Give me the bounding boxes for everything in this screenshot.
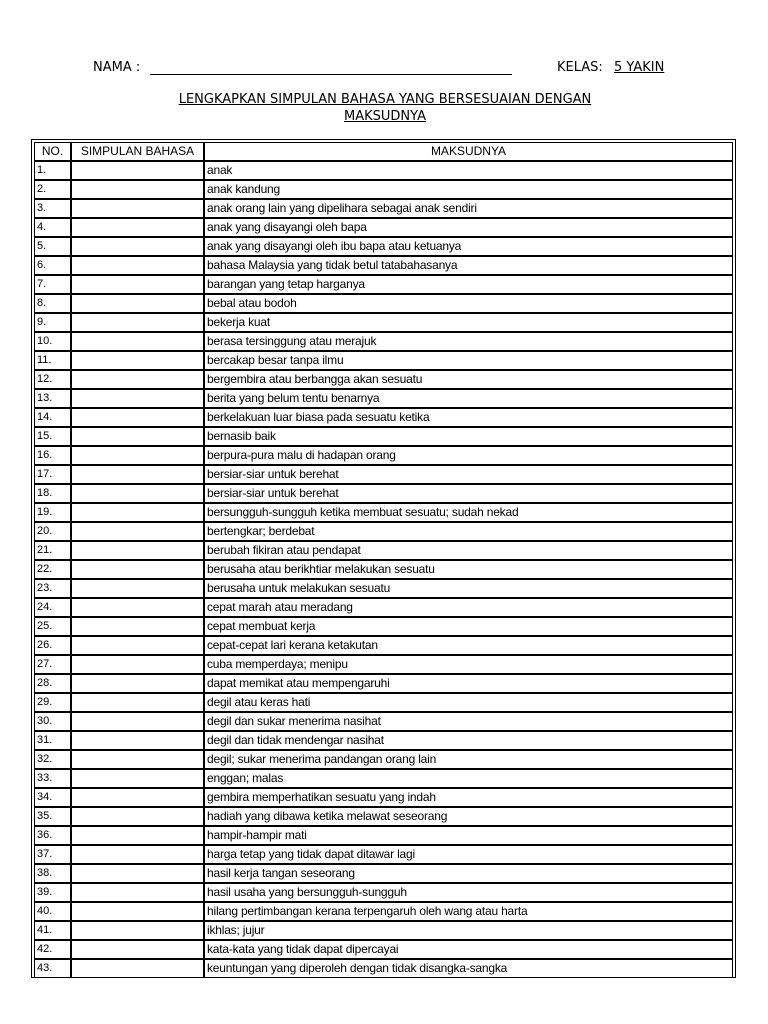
- header-simpulan: SIMPULAN BAHASA: [71, 142, 204, 161]
- row-number: 23.: [34, 579, 71, 598]
- maksud-cell: hilang pertimbangan kerana terpengaruh oleh wang atau harta: [204, 902, 733, 921]
- simpulan-answer-cell[interactable]: [71, 370, 204, 389]
- table-row: [34, 845, 733, 864]
- row-number: 12.: [34, 370, 71, 389]
- simpulan-answer-cell[interactable]: [71, 807, 204, 826]
- maksud-cell: kata-kata yang tidak dapat dipercayai: [204, 940, 733, 959]
- simpulan-answer-cell[interactable]: [71, 598, 204, 617]
- row-number: 31.: [34, 731, 71, 750]
- table-header-row: [34, 142, 733, 161]
- maksud-cell: degil atau keras hati: [204, 693, 733, 712]
- row-number: 7.: [34, 275, 71, 294]
- maksud-cell: berusaha atau berikhtiar melakukan sesuatu: [204, 560, 733, 579]
- maksud-cell: hampir-hampir mati: [204, 826, 733, 845]
- row-number: 13.: [34, 389, 71, 408]
- row-number: 3.: [34, 199, 71, 218]
- table-row: [34, 769, 733, 788]
- table-row: [34, 275, 733, 294]
- simpulan-answer-cell[interactable]: [71, 275, 204, 294]
- maksud-cell: dapat memikat atau mempengaruhi: [204, 674, 733, 693]
- table-row: [34, 959, 733, 978]
- row-number: 38.: [34, 864, 71, 883]
- simpulan-answer-cell[interactable]: [71, 541, 204, 560]
- table-row: [34, 218, 733, 237]
- simpulan-answer-cell[interactable]: [71, 256, 204, 275]
- maksud-cell: harga tetap yang tidak dapat ditawar lagi: [204, 845, 733, 864]
- table-row: [34, 503, 733, 522]
- table-row: [34, 313, 733, 332]
- worksheet-title: [100, 91, 670, 125]
- table-row: [34, 465, 733, 484]
- table-row: [34, 560, 733, 579]
- table-row: [34, 351, 733, 370]
- row-number: 18.: [34, 484, 71, 503]
- maksud-cell: bahasa Malaysia yang tidak betul tatabahasanya: [204, 256, 733, 275]
- table-row: [34, 883, 733, 902]
- table-row: [34, 617, 733, 636]
- maksud-cell: berubah fikiran atau pendapat: [204, 541, 733, 560]
- row-number: 21.: [34, 541, 71, 560]
- maksud-cell: keuntungan yang diperoleh dengan tidak disangka-sangka: [204, 959, 733, 978]
- maksud-cell: degil dan sukar menerima nasihat: [204, 712, 733, 731]
- row-number: 39.: [34, 883, 71, 902]
- table-row: [34, 674, 733, 693]
- table-row: [34, 731, 733, 750]
- simpulan-answer-cell[interactable]: [71, 579, 204, 598]
- row-number: 25.: [34, 617, 71, 636]
- table-row: [34, 636, 733, 655]
- simpulan-answer-cell[interactable]: [71, 864, 204, 883]
- simpulan-answer-cell[interactable]: [71, 940, 204, 959]
- simpulan-answer-cell[interactable]: [71, 503, 204, 522]
- table-row: [34, 256, 733, 275]
- table-row: [34, 598, 733, 617]
- row-number: 5.: [34, 237, 71, 256]
- maksud-cell: anak kandung: [204, 180, 733, 199]
- maksud-cell: gembira memperhatikan sesuatu yang indah: [204, 788, 733, 807]
- maksud-cell: cepat membuat kerja: [204, 617, 733, 636]
- maksud-cell: cepat-cepat lari kerana ketakutan: [204, 636, 733, 655]
- maksud-cell: bercakap besar tanpa ilmu: [204, 351, 733, 370]
- table-row: [34, 161, 733, 180]
- row-number: 26.: [34, 636, 71, 655]
- table-row: [34, 541, 733, 560]
- row-number: 15.: [34, 427, 71, 446]
- title-line-1: LENGKAPKAN SIMPULAN BAHASA YANG BERSESUAIAN DENGAN: [178, 92, 592, 107]
- row-number: 43.: [34, 959, 71, 978]
- maksud-cell: enggan; malas: [204, 769, 733, 788]
- maksud-cell: bertengkar; berdebat: [204, 522, 733, 541]
- maksud-cell: bersungguh-sungguh ketika membuat sesuatu; sudah nekad: [204, 503, 733, 522]
- row-number: 35.: [34, 807, 71, 826]
- table-row: [34, 180, 733, 199]
- simpulan-answer-cell[interactable]: [71, 389, 204, 408]
- nama-label: NAMA :: [93, 60, 141, 75]
- simpulan-answer-cell[interactable]: [71, 446, 204, 465]
- maksud-cell: berasa tersinggung atau merajuk: [204, 332, 733, 351]
- simpulan-answer-cell[interactable]: [71, 788, 204, 807]
- row-number: 30.: [34, 712, 71, 731]
- simpulan-answer-cell[interactable]: [71, 218, 204, 237]
- maksud-cell: hasil kerja tangan seseorang: [204, 864, 733, 883]
- row-number: 2.: [34, 180, 71, 199]
- maksud-cell: bergembira atau berbangga akan sesuatu: [204, 370, 733, 389]
- row-number: 10.: [34, 332, 71, 351]
- simpulan-answer-cell[interactable]: [71, 617, 204, 636]
- table-row: [34, 522, 733, 541]
- row-number: 36.: [34, 826, 71, 845]
- maksud-cell: bernasib baik: [204, 427, 733, 446]
- maksud-cell: anak yang disayangi oleh ibu bapa atau ketuanya: [204, 237, 733, 256]
- table-row: [34, 427, 733, 446]
- simpulan-answer-cell[interactable]: [71, 332, 204, 351]
- table-row: [34, 484, 733, 503]
- table-row: [34, 389, 733, 408]
- maksud-cell: cepat marah atau meradang: [204, 598, 733, 617]
- table-row: [34, 921, 733, 940]
- kelas-value: 5 YAKIN: [614, 60, 665, 75]
- row-number: 37.: [34, 845, 71, 864]
- simpulan-table: [34, 142, 733, 978]
- simpulan-answer-cell[interactable]: [71, 313, 204, 332]
- maksud-cell: bebal atau bodoh: [204, 294, 733, 313]
- table-row: [34, 408, 733, 427]
- row-number: 8.: [34, 294, 71, 313]
- simpulan-answer-cell[interactable]: [71, 408, 204, 427]
- maksud-cell: cuba memperdaya; menipu: [204, 655, 733, 674]
- maksud-cell: anak: [204, 161, 733, 180]
- table-row: [34, 712, 733, 731]
- simpulan-answer-cell[interactable]: [71, 674, 204, 693]
- row-number: 42.: [34, 940, 71, 959]
- header-maksud: MAKSUDNYA: [204, 142, 733, 161]
- maksud-cell: bekerja kuat: [204, 313, 733, 332]
- maksud-cell: berita yang belum tentu benarnya: [204, 389, 733, 408]
- row-number: 20.: [34, 522, 71, 541]
- simpulan-answer-cell[interactable]: [71, 237, 204, 256]
- row-number: 33.: [34, 769, 71, 788]
- table-row: [34, 693, 733, 712]
- row-number: 4.: [34, 218, 71, 237]
- row-number: 32.: [34, 750, 71, 769]
- simpulan-answer-cell[interactable]: [71, 351, 204, 370]
- maksud-cell: barangan yang tetap harganya: [204, 275, 733, 294]
- simpulan-answer-cell[interactable]: [71, 522, 204, 541]
- table-row: [34, 655, 733, 674]
- maksud-cell: degil; sukar menerima pandangan orang lain: [204, 750, 733, 769]
- simpulan-answer-cell[interactable]: [71, 902, 204, 921]
- row-number: 9.: [34, 313, 71, 332]
- simpulan-answer-cell[interactable]: [71, 161, 204, 180]
- header-no: NO.: [34, 142, 71, 161]
- simpulan-answer-cell[interactable]: [71, 427, 204, 446]
- simpulan-answer-cell[interactable]: [71, 199, 204, 218]
- simpulan-answer-cell[interactable]: [71, 484, 204, 503]
- table-row: [34, 237, 733, 256]
- maksud-cell: bersiar-siar untuk berehat: [204, 484, 733, 503]
- table-row: [34, 940, 733, 959]
- table-row: [34, 579, 733, 598]
- maksud-cell: degil dan tidak mendengar nasihat: [204, 731, 733, 750]
- row-number: 6.: [34, 256, 71, 275]
- simpulan-answer-cell[interactable]: [71, 959, 204, 978]
- maksud-cell: hasil usaha yang bersungguh-sungguh: [204, 883, 733, 902]
- simpulan-answer-cell[interactable]: [71, 731, 204, 750]
- maksud-cell: berusaha untuk melakukan sesuatu: [204, 579, 733, 598]
- row-number: 27.: [34, 655, 71, 674]
- maksud-cell: berpura-pura malu di hadapan orang: [204, 446, 733, 465]
- simpulan-table-frame: [31, 139, 736, 978]
- simpulan-answer-cell[interactable]: [71, 655, 204, 674]
- table-row: [34, 864, 733, 883]
- row-number: 16.: [34, 446, 71, 465]
- row-number: 1.: [34, 161, 71, 180]
- maksud-cell: bersiar-siar untuk berehat: [204, 465, 733, 484]
- simpulan-answer-cell[interactable]: [71, 294, 204, 313]
- maksud-cell: anak yang disayangi oleh bapa: [204, 218, 733, 237]
- table-body: [34, 161, 733, 978]
- nama-blank-line[interactable]: [150, 74, 512, 75]
- simpulan-answer-cell[interactable]: [71, 465, 204, 484]
- simpulan-answer-cell[interactable]: [71, 883, 204, 902]
- simpulan-answer-cell[interactable]: [71, 769, 204, 788]
- simpulan-answer-cell[interactable]: [71, 750, 204, 769]
- simpulan-answer-cell[interactable]: [71, 693, 204, 712]
- table-row: [34, 199, 733, 218]
- table-row: [34, 446, 733, 465]
- table-row: [34, 370, 733, 389]
- maksud-cell: ikhlas; jujur: [204, 921, 733, 940]
- row-number: 17.: [34, 465, 71, 484]
- row-number: 24.: [34, 598, 71, 617]
- table-row: [34, 788, 733, 807]
- row-number: 19.: [34, 503, 71, 522]
- maksud-cell: anak orang lain yang dipelihara sebagai anak sendiri: [204, 199, 733, 218]
- simpulan-answer-cell[interactable]: [71, 921, 204, 940]
- row-number: 40.: [34, 902, 71, 921]
- maksud-cell: berkelakuan luar biasa pada sesuatu ketika: [204, 408, 733, 427]
- simpulan-answer-cell[interactable]: [71, 826, 204, 845]
- simpulan-answer-cell[interactable]: [71, 845, 204, 864]
- table-row: [34, 750, 733, 769]
- simpulan-answer-cell[interactable]: [71, 180, 204, 199]
- kelas-label: KELAS:: [557, 60, 603, 75]
- table-row: [34, 294, 733, 313]
- simpulan-answer-cell[interactable]: [71, 712, 204, 731]
- title-line-2: MAKSUDNYA: [344, 109, 426, 124]
- table-row: [34, 807, 733, 826]
- table-row: [34, 332, 733, 351]
- row-number: 14.: [34, 408, 71, 427]
- row-number: 34.: [34, 788, 71, 807]
- row-number: 22.: [34, 560, 71, 579]
- simpulan-answer-cell[interactable]: [71, 560, 204, 579]
- header-line: [0, 60, 768, 78]
- table-row: [34, 902, 733, 921]
- table-row: [34, 826, 733, 845]
- row-number: 11.: [34, 351, 71, 370]
- maksud-cell: hadiah yang dibawa ketika melawat seseorang: [204, 807, 733, 826]
- row-number: 41.: [34, 921, 71, 940]
- simpulan-answer-cell[interactable]: [71, 636, 204, 655]
- row-number: 29.: [34, 693, 71, 712]
- row-number: 28.: [34, 674, 71, 693]
